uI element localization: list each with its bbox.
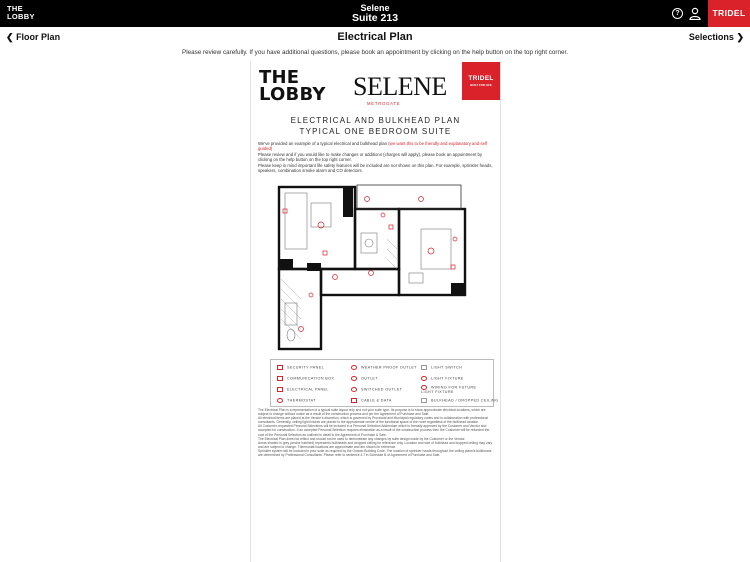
legend-item — [421, 398, 498, 403]
document-tridel-name: TRIDEL — [468, 75, 494, 82]
legend-item — [277, 376, 334, 381]
next-button[interactable] — [689, 32, 744, 43]
review-notice: Please review carefully. If you have additional questions, please book an appointment by clicking on the help button on the top right corner. — [182, 49, 568, 56]
selene-logo: SELENE — [353, 72, 447, 101]
fine-print-paragraph: All Customer-requested Personal Selections will be included in a Personal Selection Addendum which is formally approved by the Customer and Vendor and accepted for construction. If an accepted Personal Selection requires elimination as a result of the construction process then the Customer will be refunded the cost of the Personal Selection as outlined in detail in the Agreement of Purchase & Sale. — [258, 424, 490, 437]
fine-print-paragraph: Areas shaded in grey (and/or hatched) represents bulkheads and dropped ceiling for reference only. Location and size of bulkhead and dropped ceiling may vary and are subject to change. Thermostat locations are approximate and are shown for reference. — [258, 440, 493, 449]
legend-label: BULKHEAD / DROPPED CEILING — [431, 398, 499, 403]
legend-item — [277, 365, 324, 370]
document-title: ELECTRICAL AND BULKHEAD PLAN — [290, 116, 461, 125]
legend-label: THERMOSTAT — [287, 398, 316, 403]
intro-paragraph-2: Please review and if you would like to make changes or additions (charges will apply), please book an appointment by clicking on the help button on the top right corner. — [258, 151, 483, 163]
legend-item — [351, 365, 417, 370]
legend-label: ELECTRICAL PANEL — [287, 387, 329, 392]
the-lobby-logo-line1: THE — [259, 67, 300, 88]
plan-column — [307, 263, 321, 271]
plan-column — [343, 187, 353, 217]
legend-label: SWITCHED OUTLET — [361, 387, 403, 392]
legend-label: CABLE & DATA — [361, 398, 392, 403]
tridel-logo: TRIDEL — [708, 0, 750, 27]
legend-item — [421, 376, 464, 381]
the-lobby-logo-line2: LOBBY — [259, 84, 326, 105]
legend-label: SECURITY PANEL — [287, 365, 325, 370]
legend-item — [351, 376, 378, 381]
legend-item — [421, 385, 489, 394]
building-name: Selene — [360, 3, 390, 13]
legend-symbol — [277, 387, 283, 392]
legend-item — [277, 398, 316, 403]
legend-item — [277, 387, 329, 392]
legend-item — [351, 398, 392, 403]
intro-highlight: (we want this to be friendly and explanatory and self guided) — [258, 141, 488, 152]
legend-label: LIGHT FIXTURE — [431, 376, 464, 381]
intro-paragraph-1 — [258, 141, 493, 152]
legend-label: WEATHER PROOF OUTLET — [361, 365, 417, 370]
legend-label: WIRING FOR FUTURE LIGHT FIXTURE — [421, 385, 477, 394]
plan-legend — [270, 359, 499, 407]
plan-column — [451, 283, 465, 295]
back-button-label: Floor Plan — [16, 32, 61, 42]
the-lobby-logo — [259, 69, 326, 103]
metrogate-label: METROGATE — [367, 101, 401, 106]
user-icon[interactable] — [689, 7, 701, 20]
legend-symbol — [421, 365, 427, 370]
document-subtitle: TYPICAL ONE BEDROOM SUITE — [299, 127, 452, 136]
question-circle-icon[interactable]: ? — [672, 8, 683, 19]
page-header — [0, 27, 750, 47]
legend-symbol — [351, 365, 357, 370]
legend-symbol — [277, 398, 283, 403]
legend-symbol — [421, 376, 427, 381]
electrical-plan-document[interactable] — [250, 61, 501, 562]
suite-number: Suite 213 — [351, 12, 399, 24]
fine-print — [258, 408, 496, 457]
document-viewer[interactable] — [0, 61, 750, 562]
next-button-label: Selections — [688, 32, 734, 42]
fine-print-paragraph: The Electrical Plan is a representation of a typical suite layout only and not your suite type. Its purpose is to show approximate electrical locations, which are subject to change without notice as a result of the construction process and per the Agreement of Purchase and Sale. — [258, 408, 486, 417]
page-title: Electrical Plan — [337, 31, 413, 43]
legend-symbol — [277, 365, 283, 370]
app-logo-line2: LOBBY — [7, 11, 35, 21]
intro-text: We've provided an example of a typical electrical and bulkhead plan — [258, 141, 388, 146]
legend-item — [421, 365, 462, 370]
legend-symbol — [421, 398, 427, 403]
fine-print-paragraph: All electrical items are placed at the Vendor's discretion, which is governed by Provincial and Municipal regulatory codes and in collaboration with professional consultants. Generally, ceiling light fixtures are placed to the approximate centre of the functional space of the room regardless of the bulkhead location. — [258, 416, 488, 425]
document-tridel-tagline: BUILT FOR LIFE — [470, 83, 492, 87]
fine-print-paragraph: Sprinkler system will be included in your suite as required by the Ontario Building Code. The location of sprinkler heads throughout the ceiling plane/s bulkheads are determined by Professional Consultants. Please refer to sentence 4.7 in Schedule B of Agreement of Purchase and Sale. — [258, 448, 492, 458]
legend-symbol — [351, 387, 357, 392]
chevron-right-icon: ❯ — [736, 32, 744, 42]
bulkhead-hatch — [281, 239, 397, 339]
plan-column — [279, 259, 293, 269]
floor-plan-drawing — [271, 179, 481, 359]
intro-paragraph-3: Please keep in mind important life safety features will be included are not shown on this plan. For example, sprinkler heads, speakers, combination smoke alarm and CO detectors. — [258, 162, 493, 174]
notice-row — [0, 47, 750, 61]
legend-label: COMMUNICATION BOX — [287, 376, 335, 381]
top-bar — [0, 0, 750, 27]
document-intro — [258, 141, 493, 173]
fine-print-paragraph: The Electrical Plan does not reflect and should not be used to demonstrate any changes by suite design made by the Customer or the Vendor. — [258, 436, 466, 441]
legend-symbol — [351, 376, 357, 381]
legend-symbol — [277, 376, 283, 381]
legend-item — [351, 387, 402, 392]
legend-label: LIGHT SWITCH — [431, 365, 463, 370]
chevron-left-icon: ❮ — [6, 32, 14, 42]
balcony-outline — [357, 185, 461, 209]
legend-label: OUTLET — [361, 376, 378, 381]
legend-symbol — [351, 398, 357, 403]
document-tridel-logo — [462, 62, 500, 100]
app-logo-line1: THE — [7, 4, 23, 13]
